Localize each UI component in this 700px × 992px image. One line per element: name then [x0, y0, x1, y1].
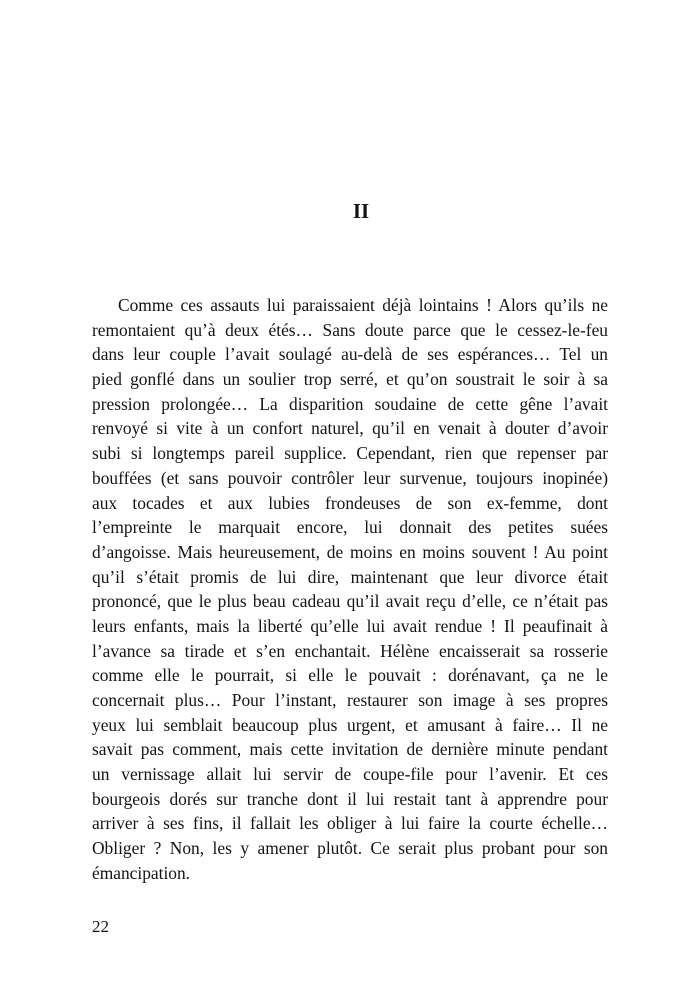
text-line: leurs enfants, mais la liberté qu’elle lui avait rendue ! Il peaufinait à [92, 615, 608, 636]
page-number: 22 [92, 917, 109, 936]
text-line: dans leur couple l’avait soulagé au-delà de ses espérances… Tel un [92, 344, 608, 365]
text-line: pression prolongée… La disparition soudaine de cette gêne l’avait [92, 393, 608, 414]
text-line: yeux lui semblait beaucoup plus urgent, et amusant à faire… Il ne [92, 714, 608, 735]
body-paragraph [92, 293, 608, 886]
text-line: remontaient qu’à deux étés… Sans doute parce que le cessez-le-feu [92, 319, 608, 340]
text-line: savait pas comment, mais cette invitation de dernière minute pendant [92, 739, 608, 760]
text-line: comme elle le pourrait, si elle le pouvait : dorénavant, ça ne le [92, 665, 608, 686]
text-line: l’empreinte le marquait encore, lui donnait des petites suées [92, 517, 608, 538]
text-line: bouffées (et sans pouvoir contrôler leur survenue, toujours inopinée) [92, 467, 608, 488]
text-line: prononcé, que le plus beau cadeau qu’il avait reçu d’elle, ce n’était pas [92, 591, 608, 612]
text-line: émancipation. [92, 862, 191, 883]
text-line: Obliger ? Non, les y amener plutôt. Ce serait plus probant pour son [92, 838, 608, 859]
text-line: qu’il s’était promis de lui dire, maintenant que leur divorce était [92, 566, 608, 587]
text-line: arriver à ses fins, il fallait les obliger à lui faire la courte échelle… [92, 813, 608, 834]
text-line: subi si longtemps pareil supplice. Cependant, rien que repenser par [92, 443, 608, 464]
text-line: concernait plus… Pour l’instant, restaurer son image à ses propres [92, 690, 608, 710]
text-line: aux tocades et aux lubies frondeuses de son ex-femme, dont [92, 492, 608, 513]
text-line: bourgeois dorés sur tranche dont il lui restait tant à apprendre pour [92, 788, 608, 809]
text-line: Comme ces assauts lui paraissaient déjà lointains ! Alors qu’ils ne [118, 295, 608, 315]
text-line: d’angoisse. Mais heureusement, de moins en moins souvent ! Au point [92, 541, 608, 562]
text-line: l’avance sa tirade et s’en enchantait. Hélène encaisserait sa rosserie [92, 640, 608, 661]
text-line: un vernissage allait lui servir de coupe-file pour l’avenir. Et ces [92, 764, 608, 785]
chapter-heading: II [352, 199, 370, 223]
text-line: renvoyé si vite à un confort naturel, qu’il en venait à douter d’avoir [92, 418, 608, 439]
text-line: pied gonflé dans un soulier trop serré, et qu’on soustrait le soir à sa [92, 369, 608, 390]
